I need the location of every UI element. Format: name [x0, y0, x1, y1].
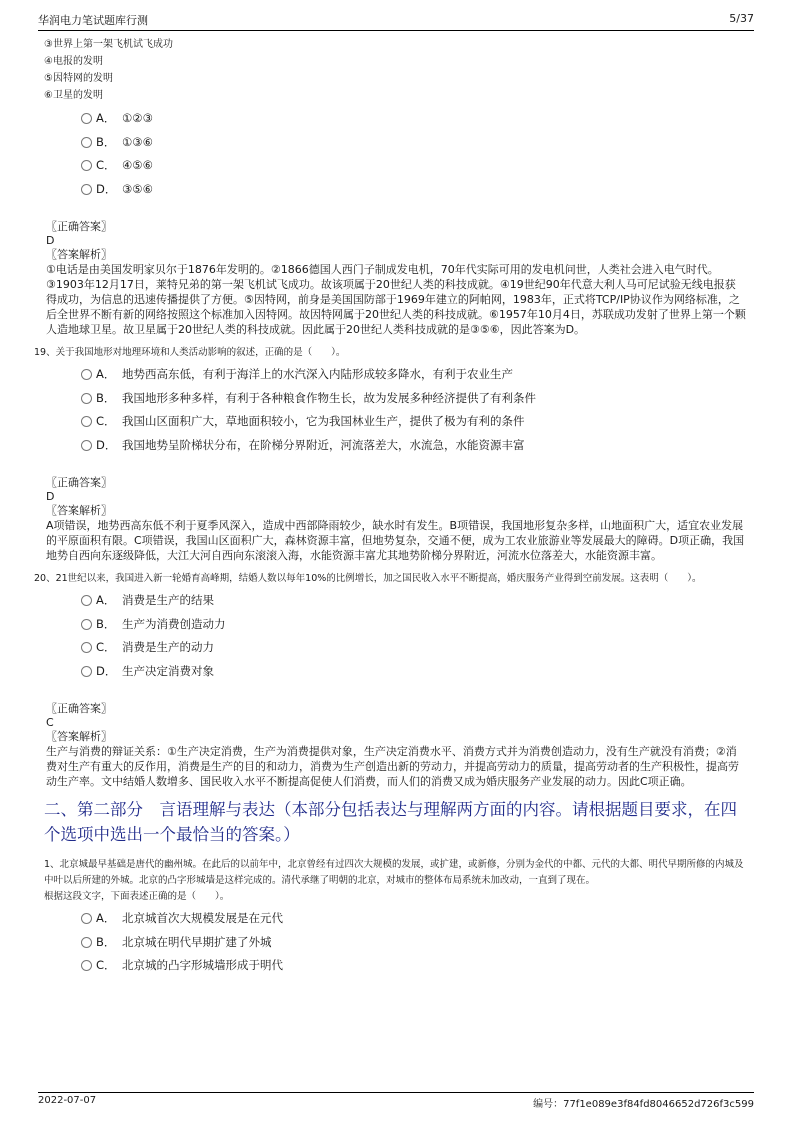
page-number: 5/37: [729, 12, 754, 25]
q20-options: [46, 589, 746, 683]
explanation-text: ①电话是由美国发明家贝尔于1876年发明的。②1866德国人西门子制成发电机，70年代实际可用的发电机问世，人类社会进入电气时代。③1903年12月17日，莱特兄弟的第一架飞机试飞成功。故该项属于20世纪人类的科技成就。④19世纪90年代意大利人马可尼试验无线电报获得成功，为信息的迅速传播提供了方便。⑤因特网，前身是美国国防部于1969年建立的阿帕网，1983年，正式将TCP/IP协议作为网络标准，之后全世界不断有新的网络按照这个标准加入因特网。故因特网属于20世纪人类的科技成就。⑥1957年10月4日，苏联成功发射了世界上第一个颗人造地球卫星。故卫星属于20世纪人类的科技成就。因此属于20世纪人类科技成就的是③⑤⑥，因此答案为D。: [46, 263, 746, 336]
answer-label: 〖正确答案〗: [46, 476, 112, 489]
footer-code: 编号：77f1e089e3f84fd8046652d726f3c599: [533, 1099, 754, 1110]
s2q1-option-c[interactable]: C． 北京城的凸字形城墙形成于明代: [46, 954, 746, 978]
radio-button[interactable]: [81, 666, 92, 677]
question-stem: 1、北京城最早基础是唐代的幽州城。在此后的以前年中，北京曾经有过四次大规模的发展，或扩建，或新修，分别为金代的中都、元代的大都、明代早期所修的内城及中叶以后所建的外城。北京的凸字形城墙是这样完成的。清代承继了明朝的北京，对城市的整体布局系统未加改动，一直到了现在。: [44, 859, 744, 886]
radio-button[interactable]: [81, 137, 92, 148]
q19-option-a[interactable]: A． 地势西高东低，有利于海洋上的水汽深入内陆形成较多降水，有利于农业生产: [46, 363, 746, 387]
q20-option-b[interactable]: B． 生产为消费创造动力: [46, 613, 746, 637]
s2q1-option-a[interactable]: A． 北京城首次大规模发展是在元代: [46, 907, 746, 931]
radio-button[interactable]: [81, 440, 92, 451]
answer-value: D: [46, 490, 55, 503]
page-content: [34, 36, 746, 978]
header-divider: [38, 30, 754, 31]
explanation-text: 生产与消费的辩证关系：①生产决定消费，生产为消费提供对象，生产决定消费水平、消费方式并为消费创造动力，没有生产就没有消费；②消费对生产有重大的反作用，消费是生产的目的和动力，消费为生产创造出新的劳动力，并提高劳动力的质量，提高劳动者的生产积极性，提高劳动生产率。文中结婚人数增多、国民收入水平不断提高促使人们消费，而人们的消费又成为婚庆服务产业发展的动力。因此C项正确。: [46, 745, 739, 788]
s2q1-options: [46, 907, 746, 978]
radio-button[interactable]: [81, 393, 92, 404]
radio-button[interactable]: [81, 960, 92, 971]
q19-option-b[interactable]: B． 我国地形多种多样，有利于各种粮食作物生长，故为发展多种经济提供了有利条件: [46, 387, 746, 411]
radio-button[interactable]: [81, 416, 92, 427]
answer-label: 〖正确答案〗: [46, 220, 112, 233]
explain-label: 〖答案解析〗: [46, 730, 112, 743]
q18-option-b[interactable]: B． ①③⑥: [46, 131, 746, 155]
radio-button[interactable]: [81, 642, 92, 653]
radio-button[interactable]: [81, 184, 92, 195]
q18-option-d[interactable]: D． ③⑤⑥: [46, 178, 746, 202]
radio-button[interactable]: [81, 937, 92, 948]
q18-item: ⑥卫星的发明: [44, 90, 103, 101]
explain-label: 〖答案解析〗: [46, 248, 112, 261]
q18-option-a[interactable]: A． ①②③: [46, 107, 746, 131]
radio-button[interactable]: [81, 913, 92, 924]
q19-options: [46, 363, 746, 457]
radio-button[interactable]: [81, 619, 92, 630]
q19-option-c[interactable]: C． 我国山区面积广大，草地面积较小，它为我国林业生产，提供了极为有利的条件: [46, 410, 746, 434]
footer-divider: [38, 1092, 754, 1093]
page-footer: [38, 1095, 754, 1111]
answer-value: D: [46, 234, 55, 247]
explain-label: 〖答案解析〗: [46, 504, 112, 517]
q18-item: ④电报的发明: [44, 56, 103, 67]
question-stem: 19、关于我国地形对地理环境和人类活动影响的叙述，正确的是（ ）。: [34, 347, 346, 358]
q20-option-a[interactable]: A． 消费是生产的结果: [46, 589, 746, 613]
radio-button[interactable]: [81, 595, 92, 606]
q18-item: ③世界上第一架飞机试飞成功: [44, 39, 173, 50]
explanation-text: A项错误，地势西高东低不利于夏季风深入，造成中西部降雨较少，缺水时有发生。B项错误，我国地形复杂多样，山地面积广大，适宜农业发展的平原面积有限。C项错误，我国山区面积广大，森林资源丰富，但地势复杂，交通不便，成为工农业旅游业等发展最大的障碍。D项正确，我国地势自西向东逐级降低，大江大河自西向东滚滚入海，水能资源丰富尤其地势阶梯分界附近，河流水位落差大，水能资源丰富。: [46, 519, 745, 562]
q18-item: ⑤因特网的发明: [44, 73, 113, 84]
q20-option-d[interactable]: D． 生产决定消费对象: [46, 660, 746, 684]
q18-options: [46, 107, 746, 201]
q18-items: [44, 36, 746, 104]
s2q1-option-b[interactable]: B． 北京城在明代早期扩建了外城: [46, 931, 746, 955]
document-title: 华润电力笔试题库行测: [38, 14, 148, 27]
q19-option-d[interactable]: D． 我国地势呈阶梯状分布，在阶梯分界附近，河流落差大，水流急，水能资源丰富: [46, 434, 746, 458]
q20-option-c[interactable]: C． 消费是生产的动力: [46, 636, 746, 660]
section-title: 二、第二部分 言语理解与表达（本部分包括表达与理解两方面的内容。请根据题目要求，在四个选项中选出一个最恰当的答案。）: [44, 800, 737, 844]
radio-button[interactable]: [81, 369, 92, 380]
question-stem: 20、21世纪以来，我国进入新一轮婚育高峰期，结婚人数以每年10%的比例增长，加之国民收入水平不断提高，婚庆服务产业得到空前发展。这表明（ ）。: [34, 573, 702, 584]
answer-label: 〖正确答案〗: [46, 702, 112, 715]
radio-button[interactable]: [81, 160, 92, 171]
radio-button[interactable]: [81, 113, 92, 124]
question-prompt: 根据这段文字，下面表述正确的是（ ）。: [44, 891, 230, 902]
answer-value: C: [46, 716, 54, 729]
footer-date: 2022-07-07: [38, 1095, 97, 1106]
page-header: [38, 12, 754, 28]
q18-option-c[interactable]: C． ④⑤⑥: [46, 154, 746, 178]
